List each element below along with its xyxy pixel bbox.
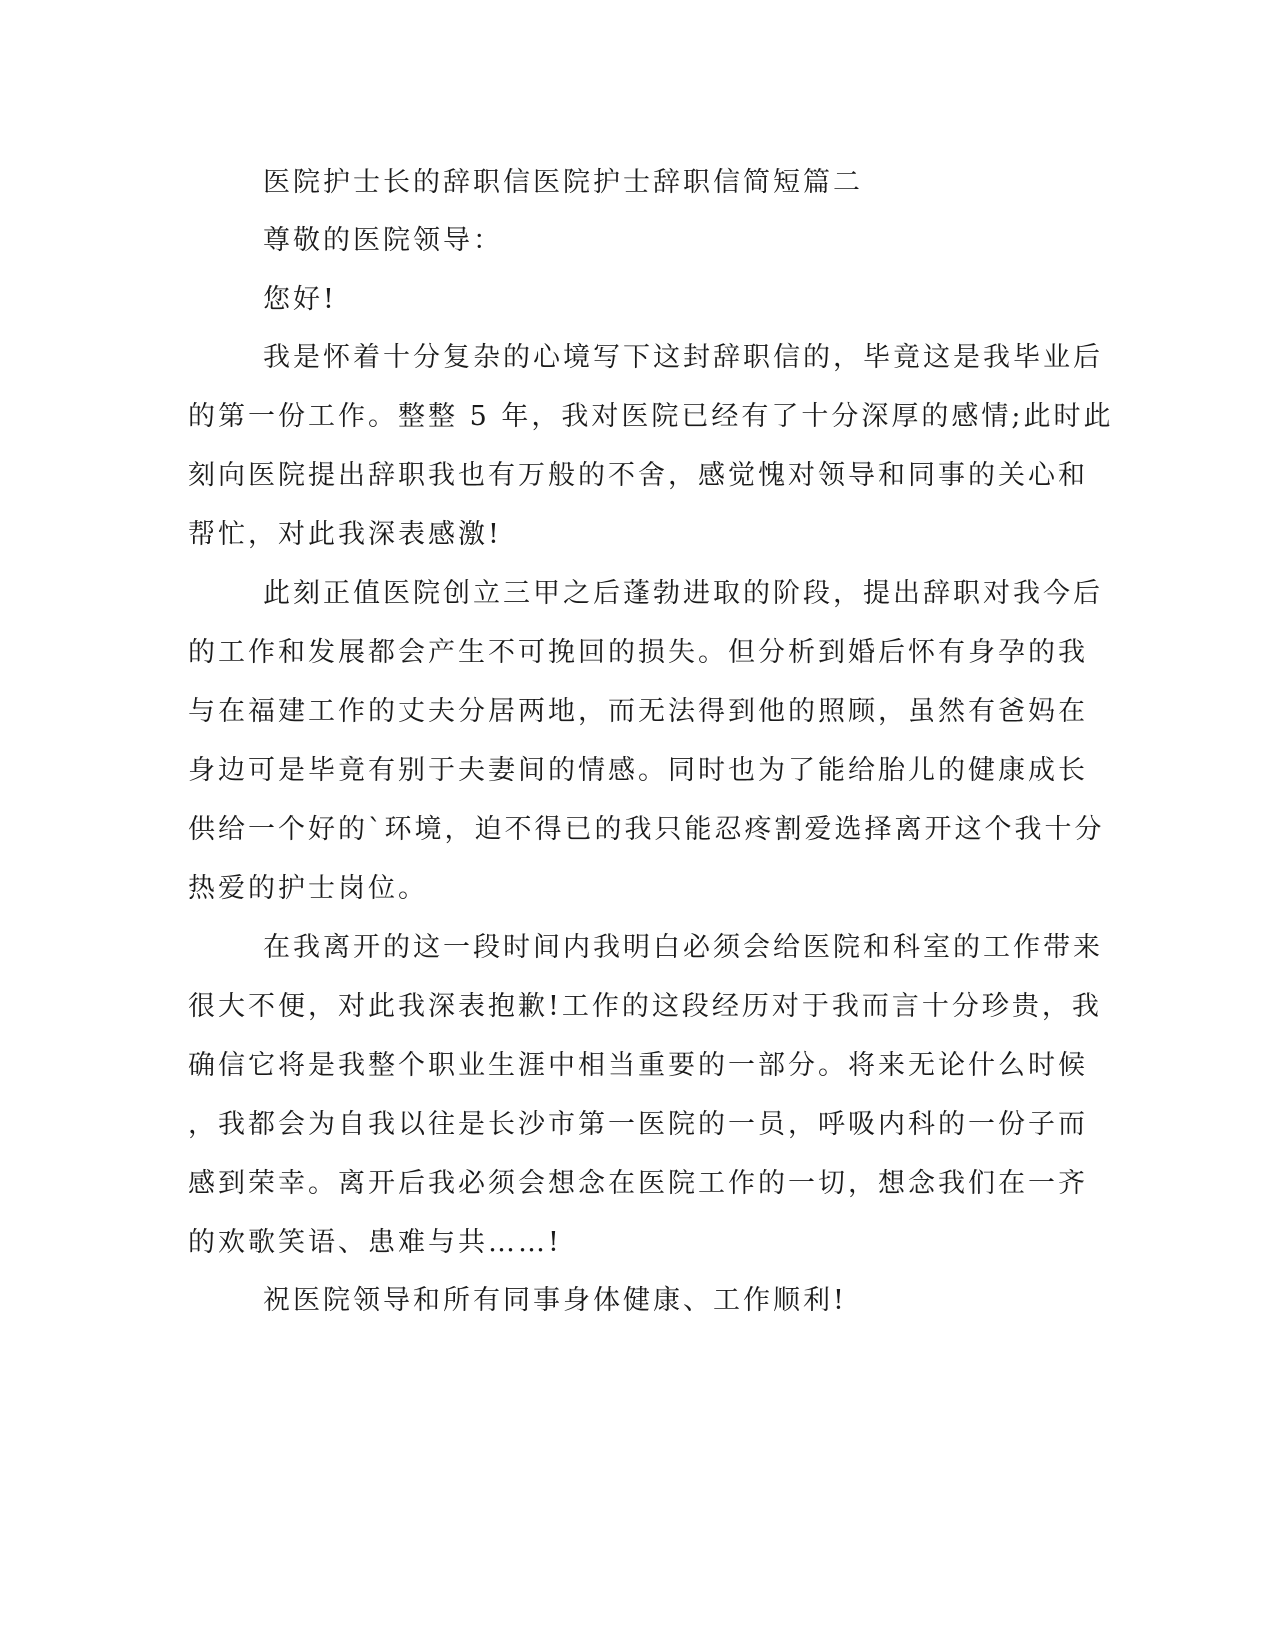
paragraph-line: 与在福建工作的丈夫分居两地，而无法得到他的照顾，虽然有爸妈在: [188, 696, 1088, 727]
paragraph-line: 的工作和发展都会产生不可挽回的损失。但分析到婚后怀有身孕的我: [188, 637, 1088, 668]
paragraph-line: 很大不便，对此我深表抱歉!工作的这段经历对于我而言十分珍贵，我: [188, 991, 1102, 1022]
paragraph-line: 我是怀着十分复杂的心境写下这封辞职信的，毕竟这是我毕业后: [263, 342, 1103, 373]
paragraph-line: 在我离开的这一段时间内我明白必须会给医院和科室的工作带来: [263, 932, 1103, 963]
paragraph-line: 的欢歌笑语、患难与共……!: [188, 1227, 562, 1258]
paragraph-line: 刻向医院提出辞职我也有万般的不舍，感觉愧对领导和同事的关心和: [188, 460, 1088, 491]
paragraph-line: 帮忙，对此我深表感激!: [188, 519, 502, 550]
paragraph-line: 感到荣幸。离开后我必须会想念在医院工作的一切，想念我们在一齐: [188, 1168, 1088, 1199]
paragraph-line: 供给一个好的`环境，迫不得已的我只能忍疼割爱选择离开这个我十分: [188, 814, 1105, 845]
paragraph-line: 热爱的护士岗位。: [188, 873, 428, 904]
paragraph-line: ，我都会为自我以往是长沙市第一医院的一员，呼吸内科的一份子而: [188, 1109, 1088, 1140]
paragraph-line: 身边可是毕竟有别于夫妻间的情感。同时也为了能给胎儿的健康成长: [188, 755, 1088, 786]
salutation: 尊敬的医院领导：: [263, 225, 503, 256]
document-title: 医院护士长的辞职信医院护士辞职信简短篇二: [263, 167, 863, 198]
closing-line: 祝医院领导和所有同事身体健康、工作顺利!: [263, 1285, 847, 1316]
greeting: 您好!: [263, 284, 337, 315]
paragraph-line: 确信它将是我整个职业生涯中相当重要的一部分。将来无论什么时候: [188, 1050, 1088, 1081]
paragraph-line: 的第一份工作。整整 5 年，我对医院已经有了十分深厚的感情;此时此: [188, 401, 1114, 432]
paragraph-line: 此刻正值医院创立三甲之后蓬勃进取的阶段，提出辞职对我今后: [263, 578, 1103, 609]
